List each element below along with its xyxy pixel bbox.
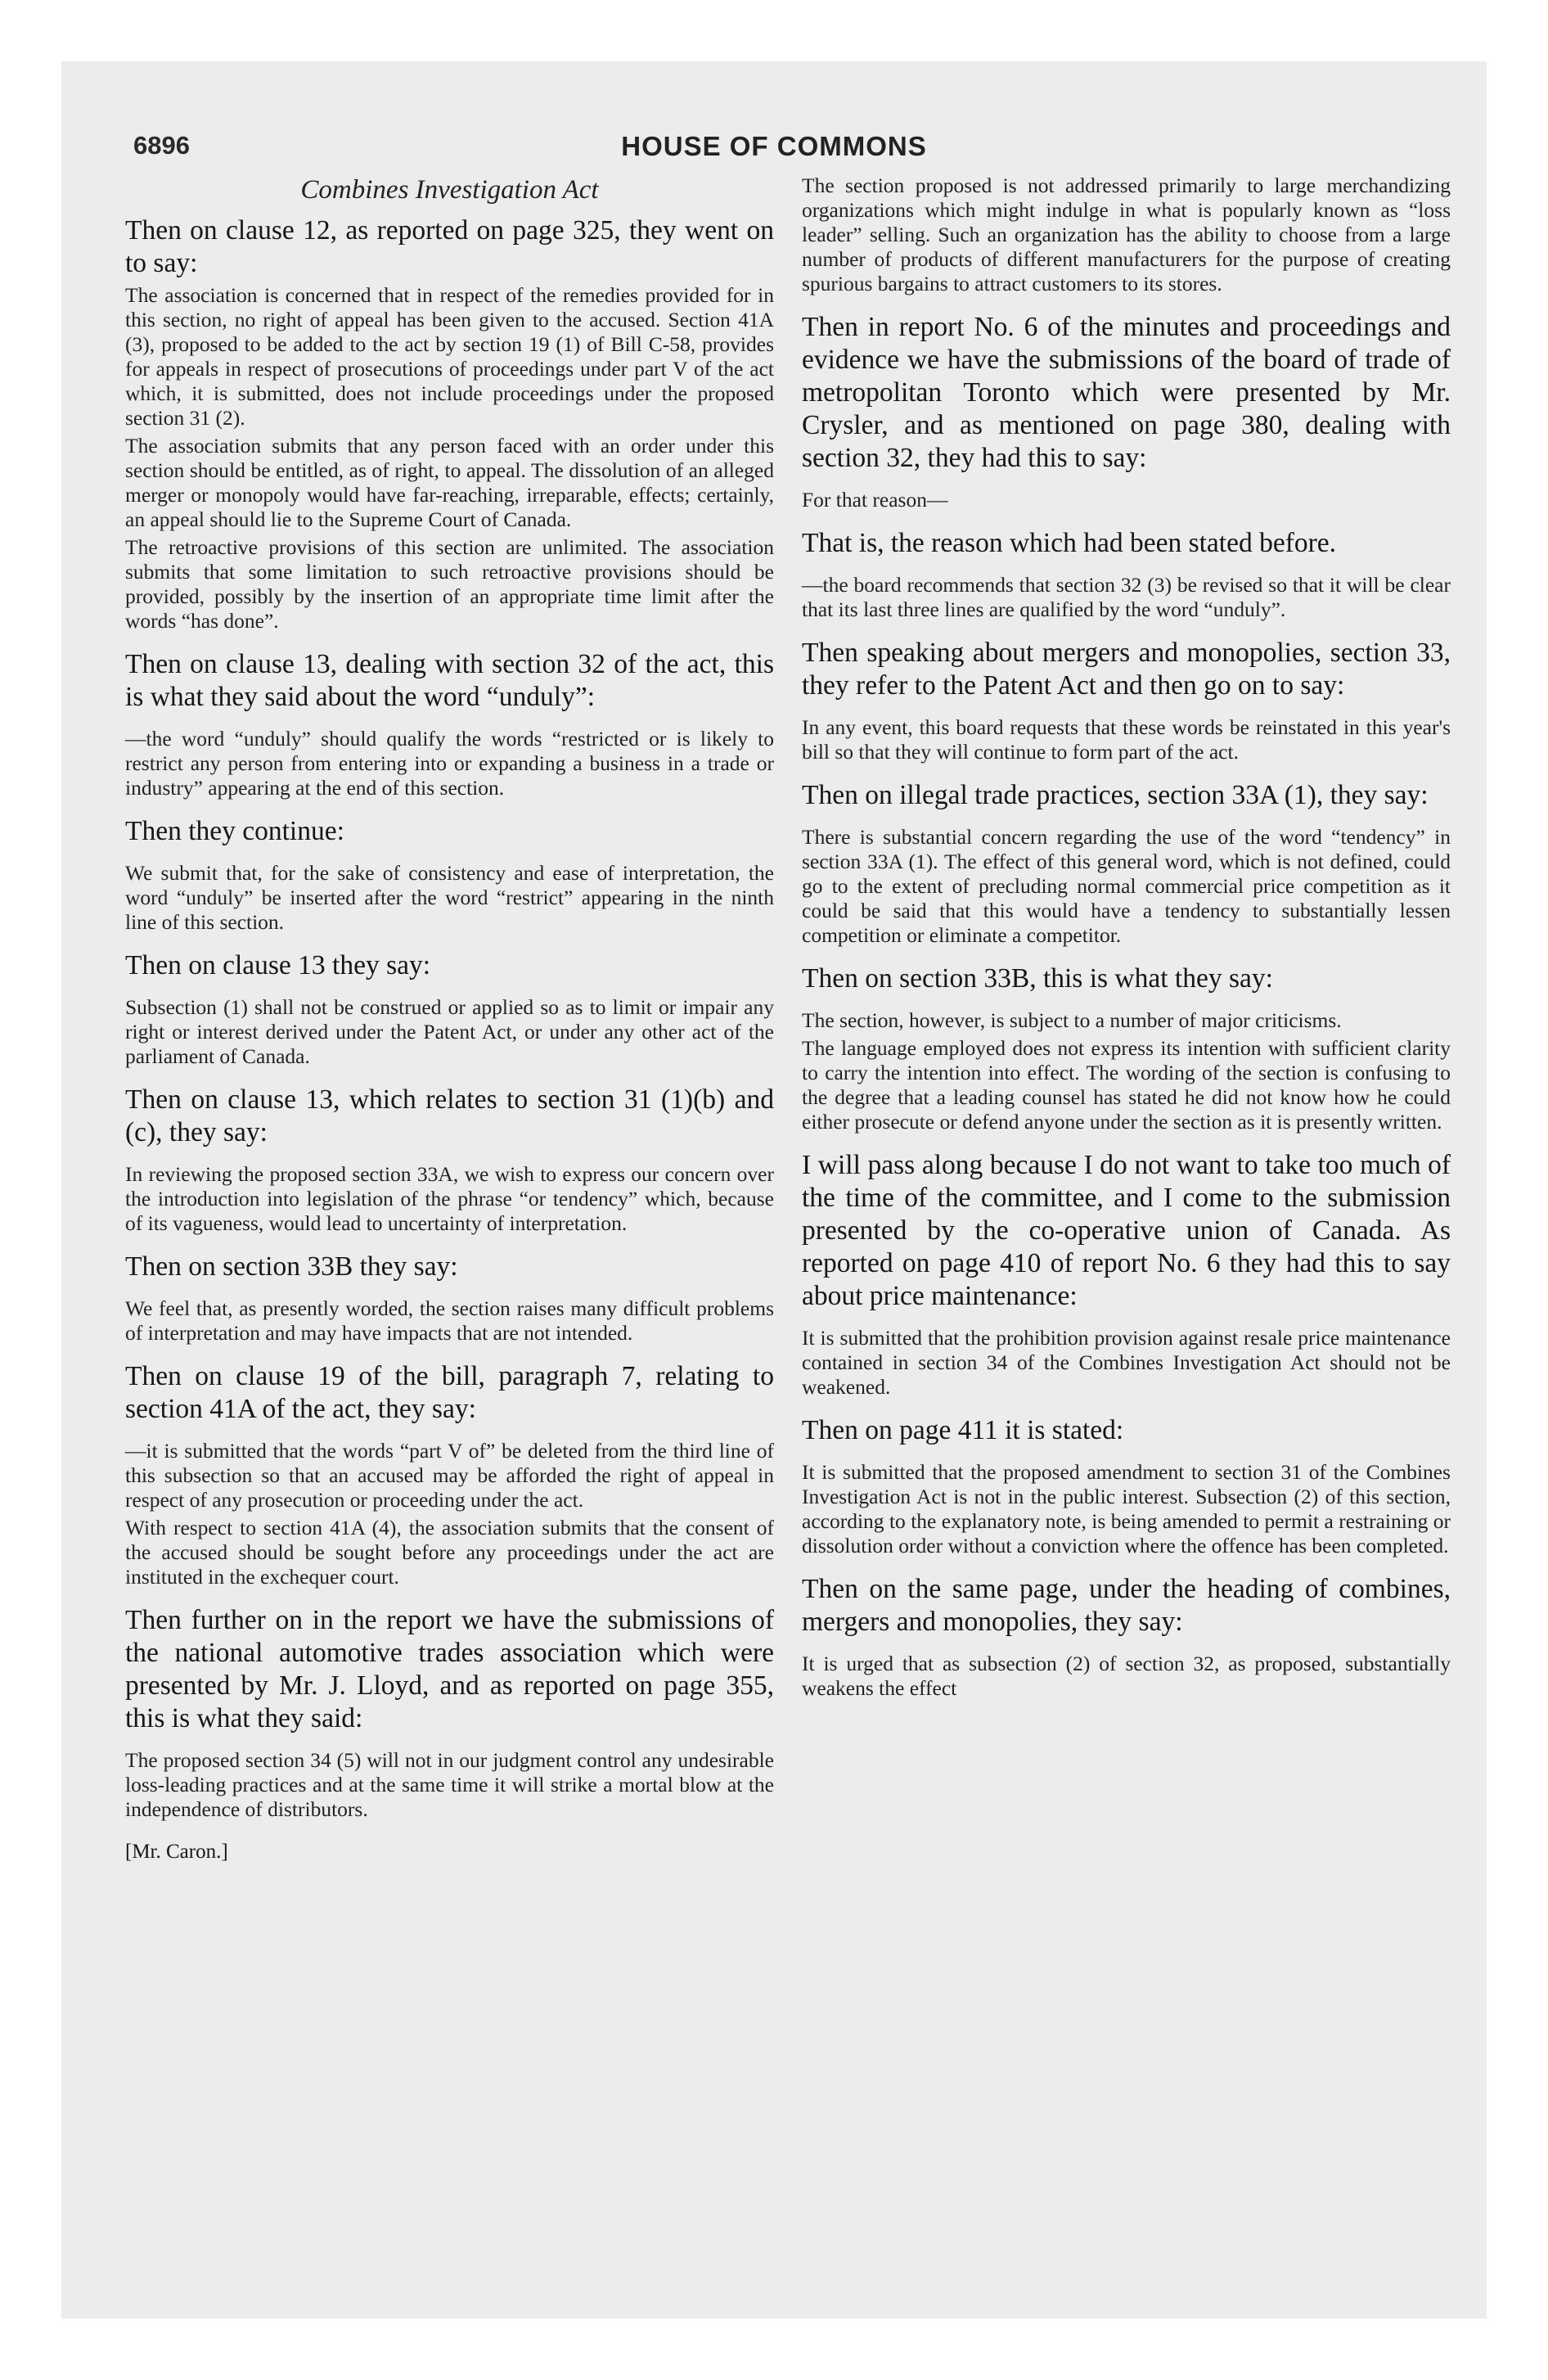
- paragraph: Then on the same page, under the heading of combines, mergers and monopolies, they say:: [802, 1574, 1451, 1637]
- quoted-passage: With respect to section 41A (4), the association submits that the consent of the accused should be sought before any proceedings under the act are instituted in the exchequer court.: [125, 1516, 774, 1589]
- speaker-attribution: [Mr. Caron.]: [125, 1841, 228, 1863]
- quoted-passage: —the board recommends that section 32 (3) be revised so that it will be clear that its last three lines are qualified by the word “unduly”.: [802, 573, 1451, 621]
- section-title: Combines Investigation Act: [300, 175, 599, 205]
- quoted-passage: We feel that, as presently worded, the section raises many difficult problems of interpretation and may have impacts that are not intended.: [125, 1296, 774, 1345]
- page-number: 6896: [133, 131, 190, 160]
- quoted-passage: The section, however, is subject to a number of major criticisms.: [802, 1008, 1342, 1032]
- quoted-passage: Subsection (1) shall not be construed or applied so as to limit or impair any right or interest derived under the Patent Act, or under any other act of the parliament of Canada.: [125, 995, 774, 1068]
- paragraph: Then on illegal trade practices, section 33A (1), they say:: [802, 780, 1429, 810]
- quoted-passage: The language employed does not express its intention with sufficient clarity to carry the intention into effect. The wording of the section is confusing to the degree that a leading counsel has stated he did not know how he could either prosecute or defend anyone under the section as it is presently written.: [802, 1036, 1451, 1134]
- right-column: [802, 174, 1451, 1701]
- quoted-passage: The section proposed is not addressed primarily to large merchandizing organizations which might indulge in what is popularly known as “loss leader” selling. Such an organization has the ability to choose from a large number of products of different manufacturers for the purpose of creating spurious bargains to attract customers to its stores.: [802, 174, 1451, 295]
- quoted-passage: It is submitted that the proposed amendment to section 31 of the Combines Investigation Act is not in the public interest. Subsection (2) of this section, according to the explanatory note, is being amended to permit a restraining or dissolution order without a conviction where the offence has been completed.: [802, 1460, 1451, 1557]
- quoted-passage: The association submits that any person faced with an order under this section should be entitled, as of right, to appeal. The dissolution of an alleged merger or monopoly would have far-reaching, irreparable, effects; certainly, an appeal should lie to the Supreme Court of Canada.: [125, 434, 774, 531]
- quoted-passage: —it is submitted that the words “part V of” be deleted from the third line of this subsection so that an accused may be afforded the right of appeal in respect of any prosecution or proceeding under the act.: [125, 1439, 774, 1512]
- quoted-passage: In any event, this board requests that these words be reinstated in this year's bill so that they will continue to form part of the act.: [802, 715, 1451, 764]
- paragraph: I will pass along because I do not want to take too much of the time of the committee, and I come to the submission presented by the co-operative union of Canada. As reported on page 410 of report No. 6 they had this to say about price maintenance:: [802, 1150, 1451, 1311]
- quoted-passage: The association is concerned that in respect of the remedies provided for in this section, no right of appeal has been given to the accused. Section 41A (3), proposed to be added to the act by section 19 (1) of Bill C-58, provides for appeals in respect of prosecutions of proceedings under part V of the act which, it is submitted, does not include proceedings under the proposed section 31 (2).: [125, 283, 774, 430]
- quoted-passage: The retroactive provisions of this section are unlimited. The association submits that some limitation to such retroactive provisions should be provided, possibly by the insertion of an appropriate time limit after the words “has done”.: [125, 535, 774, 633]
- running-title: HOUSE OF COMMONS: [621, 131, 927, 161]
- quoted-passage: It is submitted that the prohibition provision against resale price maintenance contained in section 34 of the Combines Investigation Act should not be weakened.: [802, 1326, 1451, 1399]
- paragraph: Then further on in the report we have the submissions of the national automotive trades association which were presented by Mr. J. Lloyd, and as reported on page 355, this is what they said:: [125, 1605, 774, 1733]
- paragraph: Then on clause 13, dealing with section 32 of the act, this is what they said about the word “unduly”:: [125, 649, 774, 712]
- paragraph: Then on clause 19 of the bill, paragraph 7, relating to section 41A of the act, they say:: [125, 1361, 774, 1424]
- paragraph: Then speaking about mergers and monopolies, section 33, they refer to the Patent Act and then go on to say:: [802, 638, 1451, 701]
- quoted-passage: For that reason—: [802, 488, 948, 512]
- paragraph: Then they continue:: [125, 816, 344, 846]
- left-column: [125, 174, 774, 1864]
- paragraph: Then on clause 13, which relates to section 31 (1)(b) and (c), they say:: [125, 1084, 774, 1147]
- paragraph: That is, the reason which had been stated before.: [802, 528, 1337, 558]
- paragraph: Then on clause 13 they say:: [125, 950, 431, 980]
- paragraph: Then on clause 12, as reported on page 325, they went on to say:: [125, 215, 774, 278]
- quoted-passage: There is substantial concern regarding the use of the word “tendency” in section 33A (1). The effect of this general word, which is not defined, could go to the extent of precluding normal commercial price competition as it could be said that this would have a tendency to substantially lessen competition or eliminate a competitor.: [802, 825, 1451, 947]
- paragraph: Then in report No. 6 of the minutes and proceedings and evidence we have the submissions of the board of trade of metropolitan Toronto which were presented by Mr. Crysler, and as mentioned on page 380, dealing with section 32, they had this to say:: [802, 312, 1451, 473]
- paragraph: Then on section 33B they say:: [125, 1251, 458, 1282]
- quoted-passage: It is urged that as subsection (2) of section 32, as proposed, substantially weakens the effect: [802, 1652, 1451, 1700]
- quoted-passage: We submit that, for the sake of consistency and ease of interpretation, the word “unduly” be inserted after the word “restrict” appearing in the ninth line of this section.: [125, 861, 774, 934]
- paragraph: Then on section 33B, this is what they say:: [802, 963, 1273, 994]
- paragraph: Then on page 411 it is stated:: [802, 1415, 1124, 1445]
- quoted-passage: The proposed section 34 (5) will not in our judgment control any undesirable loss-leading practices and at the same time it will strike a mortal blow at the independence of distributors.: [125, 1748, 774, 1821]
- quoted-passage: In reviewing the proposed section 33A, we wish to express our concern over the introduction into legislation of the phrase “or tendency” which, because of its vagueness, would lead to uncertainty of interpretation.: [125, 1162, 774, 1235]
- quoted-passage: —the word “unduly” should qualify the words “restricted or is likely to restrict any person from entering into or expanding a business in a trade or industry” appearing at the end of this section.: [125, 727, 774, 800]
